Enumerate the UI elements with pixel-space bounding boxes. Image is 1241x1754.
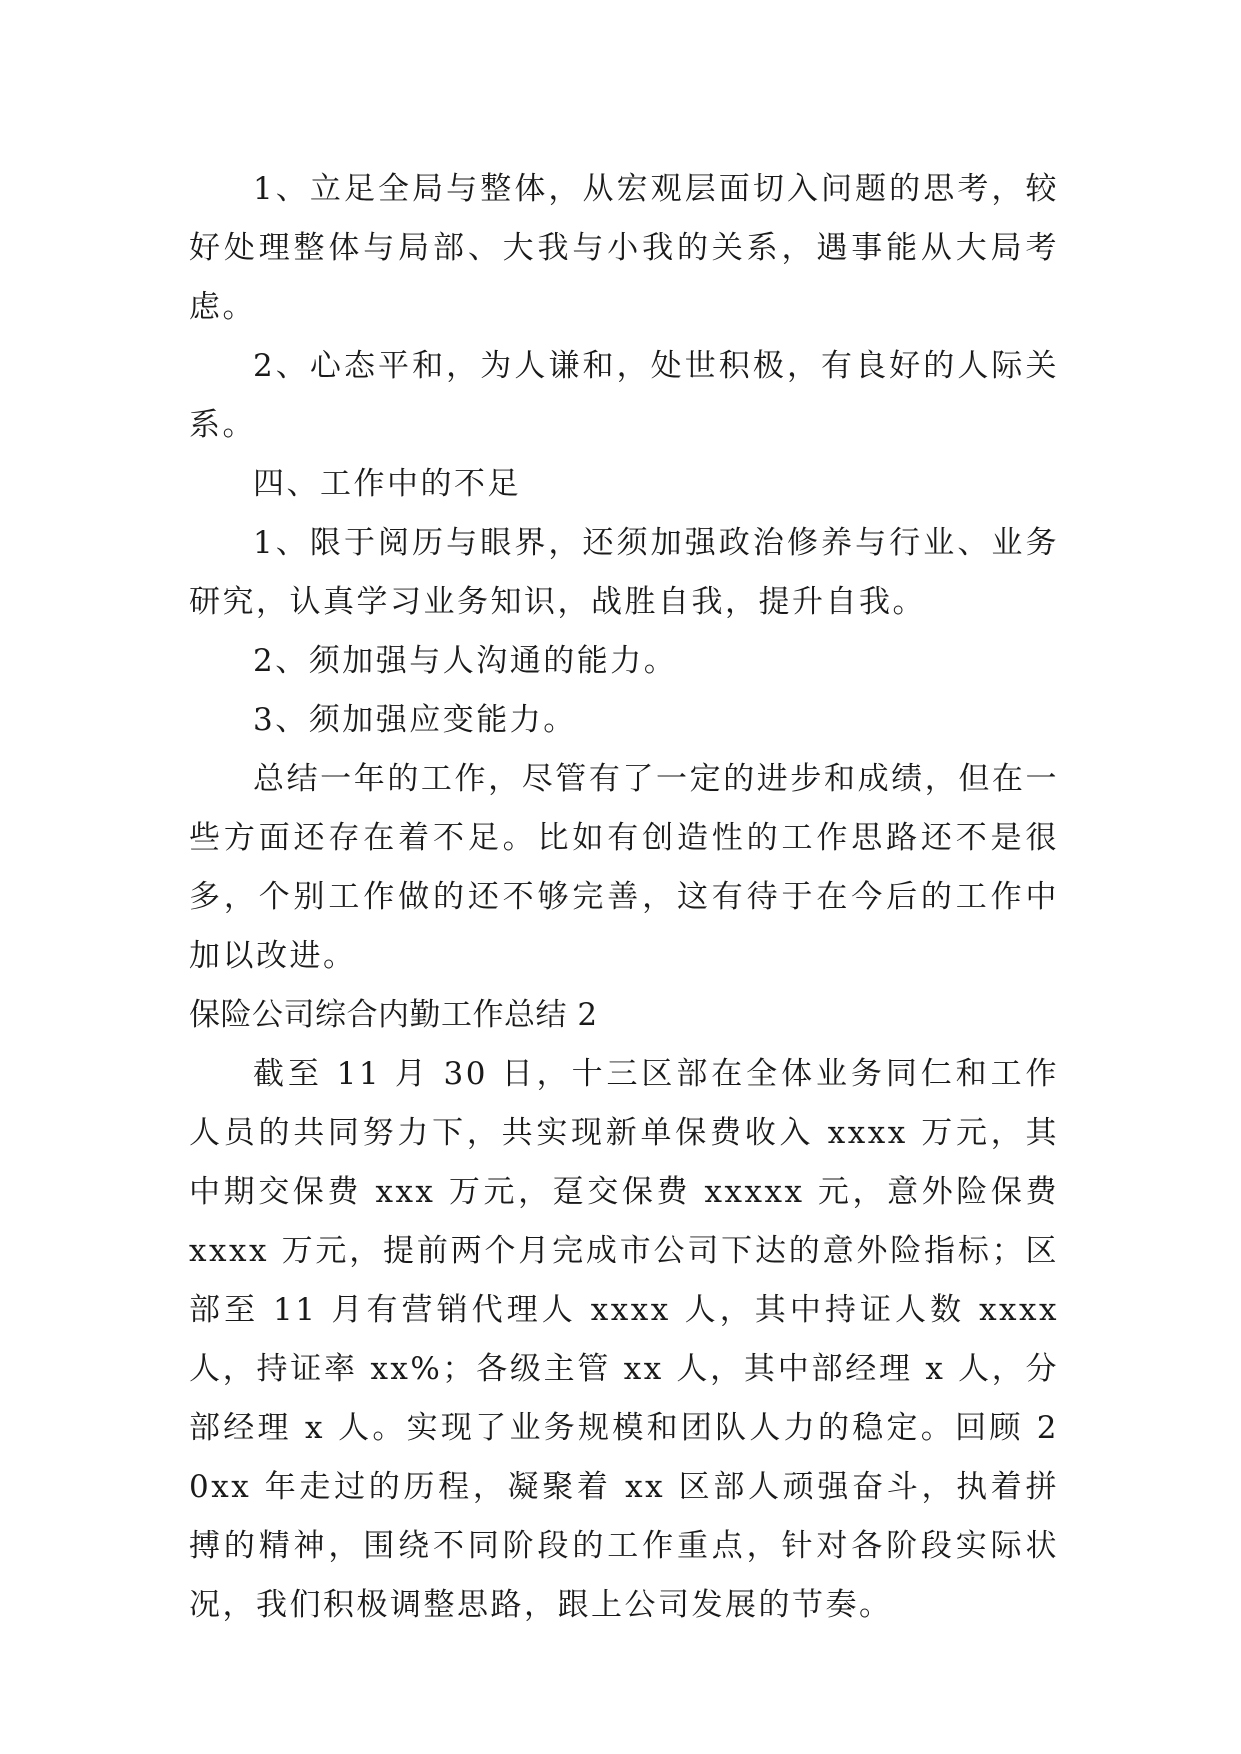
- paragraph-shortcoming-2: 2、须加强与人沟通的能力。: [253, 643, 678, 679]
- section-title: 保险公司综合内勤工作总结 2: [189, 997, 598, 1033]
- section-heading-shortcomings: 四、工作中的不足: [253, 466, 521, 502]
- paragraph-summary: 截至 11 月 30 日，十三区部在全体业务同仁和工作人员的共同努力下，共实现新单保费收入 xxxx 万元，其中期交保费 xxx 万元，趸交保费 xxxxx 元，意外险保费 xxxx 万元，提前两个月完成市公司下达的意外险指标；区部至 11 月有营销代理人 xxxx 人，其中持证人数 xxxx 人，持证率 xx%；各级主管 xx 人，其中部经理 x 人，分部经理 x 人。实现了业务规模和团队人力的稳定。回顾 20xx 年走过的历程，凝聚着 xx 区部人顽强奋斗，执着拼搏的精神，围绕不同阶段的工作重点，针对各阶段实际状况，我们积极调整思路，跟上公司发展的节奏。: [189, 1056, 1059, 1623]
- paragraph-shortcoming-1: 1、限于阅历与眼界，还须加强政治修养与行业、业务研究，认真学习业务知识，战胜自我，提升自我。: [189, 525, 1059, 620]
- paragraph-strength-2: 2、心态平和，为人谦和，处世积极，有良好的人际关系。: [189, 348, 1059, 443]
- paragraph-strength-1: 1、立足全局与整体，从宏观层面切入问题的思考，较好处理整体与局部、大我与小我的关系，遇事能从大局考虑。: [189, 171, 1059, 325]
- document-body: [189, 160, 1059, 1635]
- paragraph-conclusion: 总结一年的工作，尽管有了一定的进步和成绩，但在一些方面还存在着不足。比如有创造性的工作思路还不是很多，个别工作做的还不够完善，这有待于在今后的工作中加以改进。: [189, 761, 1059, 974]
- paragraph-shortcoming-3: 3、须加强应变能力。: [253, 702, 577, 738]
